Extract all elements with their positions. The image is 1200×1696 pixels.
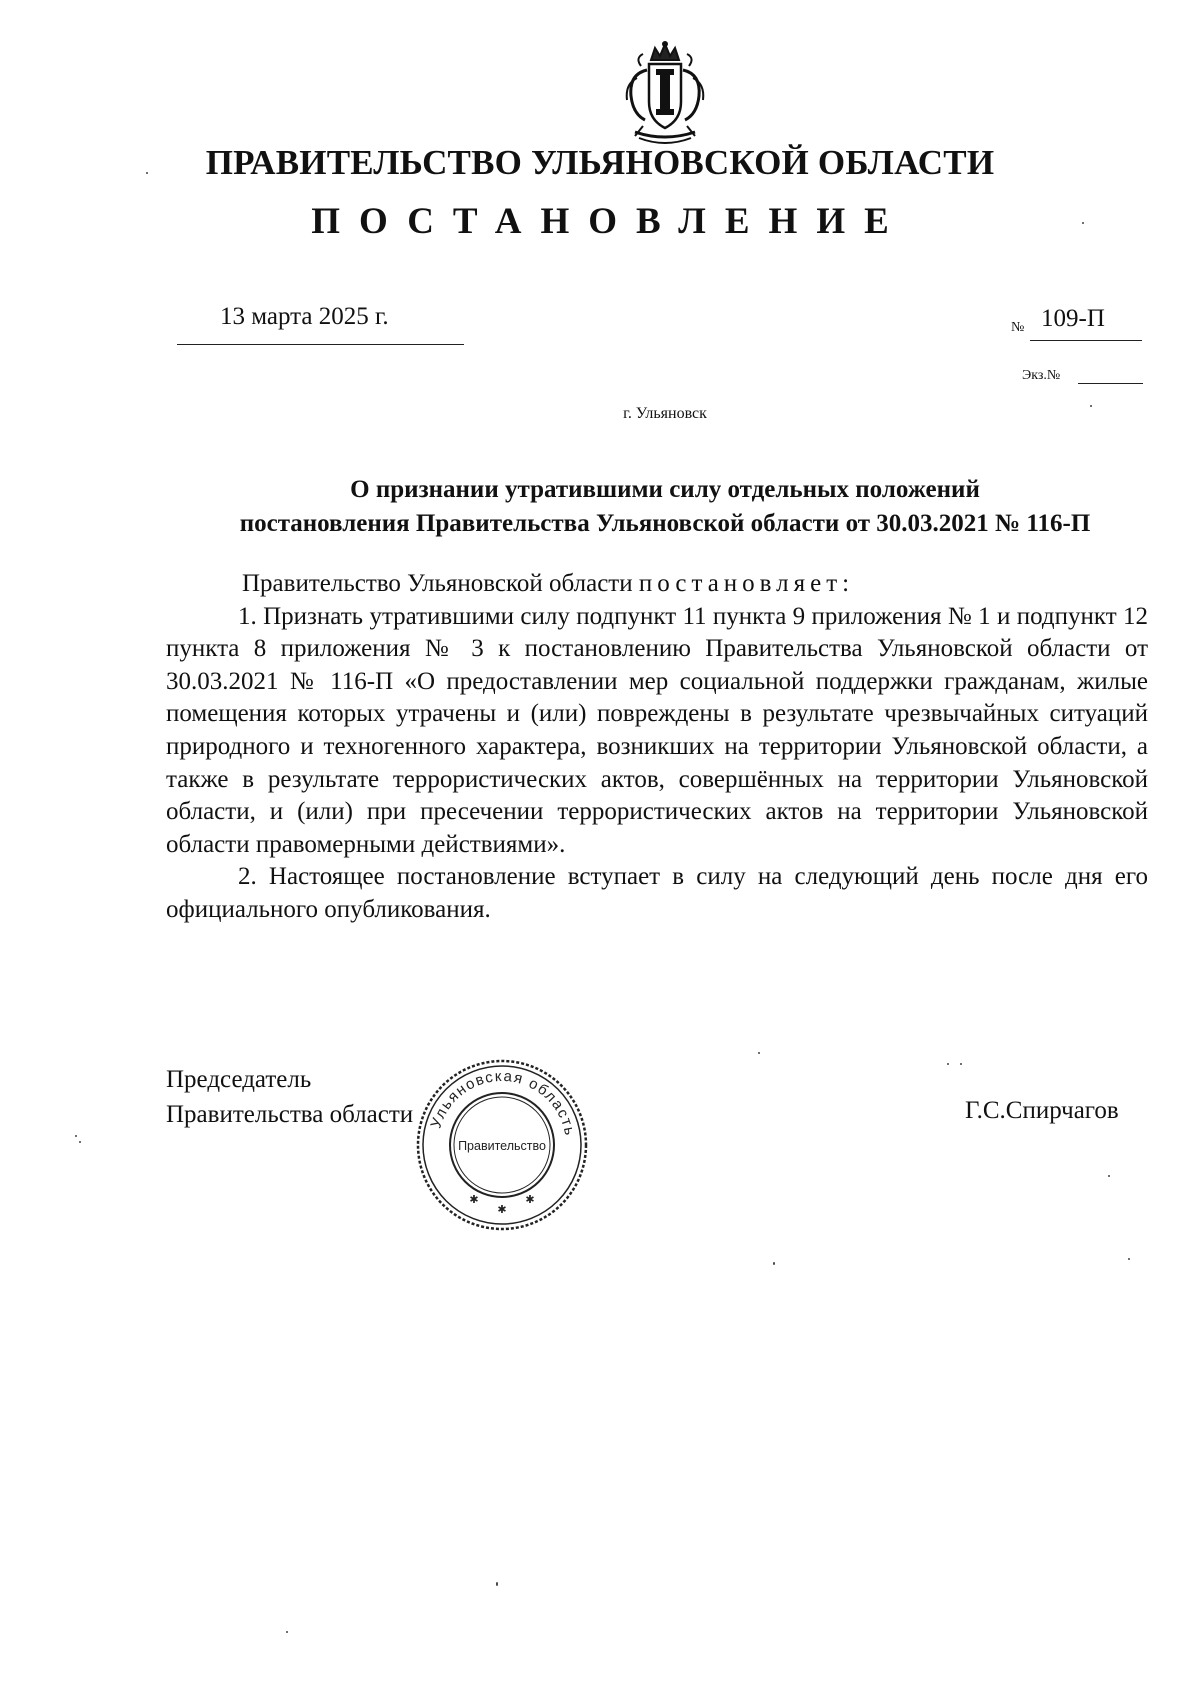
copy-number-label: Экз.№ bbox=[1022, 368, 1061, 383]
seal-ring-text: Ульяновская область bbox=[427, 1067, 579, 1138]
city: г. Ульяновск bbox=[623, 405, 707, 422]
ulyanovsk-coat-of-arms-icon bbox=[615, 40, 715, 150]
clause-1: 1. Признать утратившими силу подпункт 11 пункта 9 приложения № 1 и подпункт 12 пункта 8 приложения № 3 к постановлению Правительства Ульяновской области от 30.03.2021 № 116-П «О предоставлении мер социальной поддержки гражданам, жилые помещения которых утрачены и (или) повреждены в результате чрезвычайных ситуаций природного и техногенного характера, возникших на территории Ульяновской области, а также в результате террористических актов, совершённых на территории Ульяновской области, и (или) при пресечении террористических актов на территории Ульяновской области правомерными действиями». bbox=[166, 602, 1148, 858]
subject-line-1: О признании утратившими силу отдельных положений bbox=[350, 476, 980, 503]
scan-speck bbox=[1082, 222, 1084, 224]
government-title: ПРАВИТЕЛЬСТВО УЛЬЯНОВСКОЙ ОБЛАСТИ bbox=[205, 143, 995, 182]
position-line-2: Правительства области bbox=[166, 1101, 414, 1128]
seal-center-text: Правительство bbox=[458, 1139, 546, 1153]
preamble-text: Правительство Ульяновской области bbox=[242, 570, 639, 597]
scan-speck bbox=[960, 1063, 962, 1065]
scan-speck bbox=[75, 1135, 77, 1137]
clause-2: 2. Настоящее постановление вступает в силу на следующий день после дня его официального опубликования. bbox=[166, 863, 1148, 923]
scan-speck bbox=[1128, 1258, 1130, 1260]
scan-speck bbox=[947, 1063, 949, 1065]
svg-text:Ульяновская область bbox=[428, 1068, 579, 1138]
signatory-name: Г.С.Спирчагов bbox=[965, 1097, 1119, 1124]
preamble bbox=[166, 568, 1148, 601]
subject-line-2: постановления Правительства Ульяновской области от 30.03.2021 № 116-П bbox=[239, 510, 1091, 537]
scan-speck bbox=[286, 1631, 288, 1633]
scan-speck bbox=[79, 1141, 81, 1143]
number-sign: № bbox=[1011, 320, 1025, 335]
scan-speck bbox=[1108, 1175, 1110, 1177]
preamble-verb: постановляет: bbox=[638, 570, 855, 597]
scan-speck bbox=[773, 1262, 775, 1265]
scan-speck bbox=[758, 1052, 760, 1054]
date-underline bbox=[177, 344, 464, 345]
copy-number-line bbox=[1078, 383, 1143, 384]
signatory-position bbox=[166, 1062, 413, 1132]
official-seal-icon bbox=[412, 1055, 592, 1235]
svg-text:✱: ✱ bbox=[525, 1193, 535, 1206]
svg-text:✱: ✱ bbox=[497, 1203, 507, 1216]
svg-text:✱: ✱ bbox=[469, 1193, 479, 1206]
document-number: 109-П bbox=[1041, 305, 1105, 332]
document-date: 13 марта 2025 г. bbox=[220, 303, 389, 330]
document-type: ПОСТАНОВЛЕНИЕ bbox=[311, 201, 908, 242]
scan-speck bbox=[146, 172, 148, 174]
document-body bbox=[166, 568, 1148, 927]
document-subject bbox=[120, 473, 1200, 541]
number-underline bbox=[1030, 340, 1142, 341]
scan-speck bbox=[1090, 405, 1092, 407]
position-line-1: Председатель bbox=[166, 1066, 312, 1093]
scan-speck bbox=[496, 1582, 498, 1586]
